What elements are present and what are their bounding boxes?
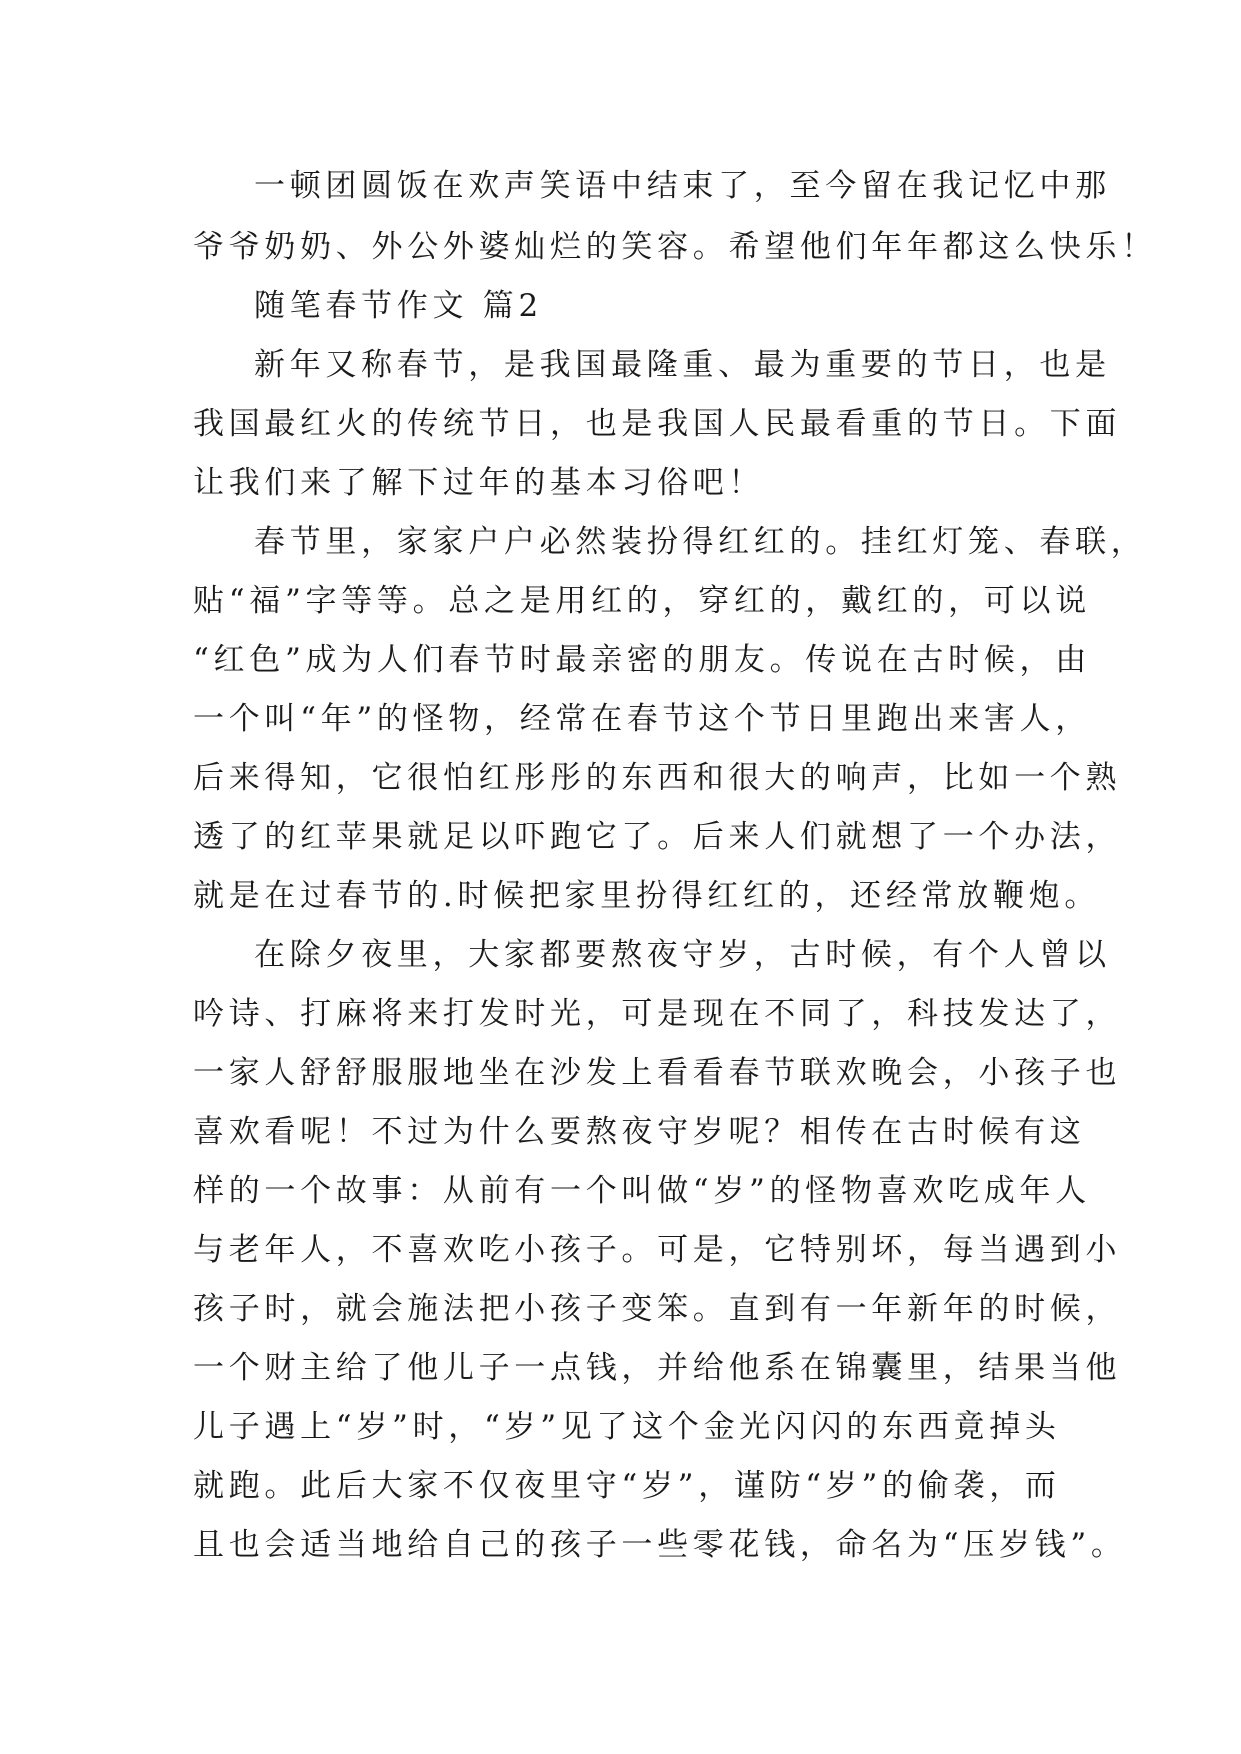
text-line: 春节里，家家户户必然装扮得红红的。挂红灯笼、春联，: [254, 524, 1147, 560]
text-line: 新年又称春节，是我国最隆重、最为重要的节日，也是: [254, 347, 1111, 383]
text-line: 一个叫“年”的怪物，经常在春节这个节日里跑出来害人，: [193, 701, 1091, 737]
text-line: 喜欢看呢！不过为什么要熬夜守岁呢？相传在古时候有这: [193, 1114, 1086, 1150]
text-line: 后来得知，它很怕红彤彤的东西和很大的响声，比如一个熟: [193, 760, 1122, 796]
text-line: 一顿团圆饭在欢声笑语中结束了，至今留在我记忆中那: [254, 168, 1111, 204]
text-line: 就跑。此后大家不仅夜里守“岁”，谨防“岁”的偷袭，而: [193, 1468, 1061, 1504]
section-heading: 随笔春节作文 篇2: [254, 288, 543, 324]
text-line: 孩子时，就会施法把小孩子变笨。直到有一年新年的时候，: [193, 1291, 1122, 1327]
text-line: 且也会适当地给自己的孩子一些零花钱，命名为“压岁钱”。: [193, 1527, 1127, 1563]
text-line: 让我们来了解下过年的基本习俗吧！: [193, 465, 765, 501]
text-line: 爷爷奶奶、外公外婆灿烂的笑容。希望他们年年都这么快乐！: [193, 229, 1157, 265]
text-line: 与老年人，不喜欢吃小孩子。可是，它特别坏，每当遇到小: [193, 1232, 1122, 1268]
text-line: 儿子遇上“岁”时，“岁”见了这个金光闪闪的东西竟掉头: [193, 1409, 1061, 1445]
text-line: 我国最红火的传统节日，也是我国人民最看重的节日。下面: [193, 406, 1122, 442]
text-line: 就是在过春节的.时候把家里扮得红红的，还经常放鞭炮。: [193, 878, 1101, 914]
text-line: 在除夕夜里，大家都要熬夜守岁，古时候，有个人曾以: [254, 937, 1111, 973]
text-line: 吟诗、打麻将来打发时光，可是现在不同了，科技发达了，: [193, 996, 1122, 1032]
text-line: 样的一个故事：从前有一个叫做“岁”的怪物喜欢吃成年人: [193, 1173, 1091, 1209]
text-line: “红色”成为人们春节时最亲密的朋友。传说在古时候，由: [193, 642, 1091, 678]
text-line: 一个财主给了他儿子一点钱，并给他系在锦囊里，结果当他: [193, 1350, 1122, 1386]
text-line: 一家人舒舒服服地坐在沙发上看看春节联欢晚会，小孩子也: [193, 1055, 1122, 1091]
text-line: 贴“福”字等等。总之是用红的，穿红的，戴红的，可以说: [193, 583, 1091, 619]
text-line: 透了的红苹果就足以吓跑它了。后来人们就想了一个办法，: [193, 819, 1122, 855]
